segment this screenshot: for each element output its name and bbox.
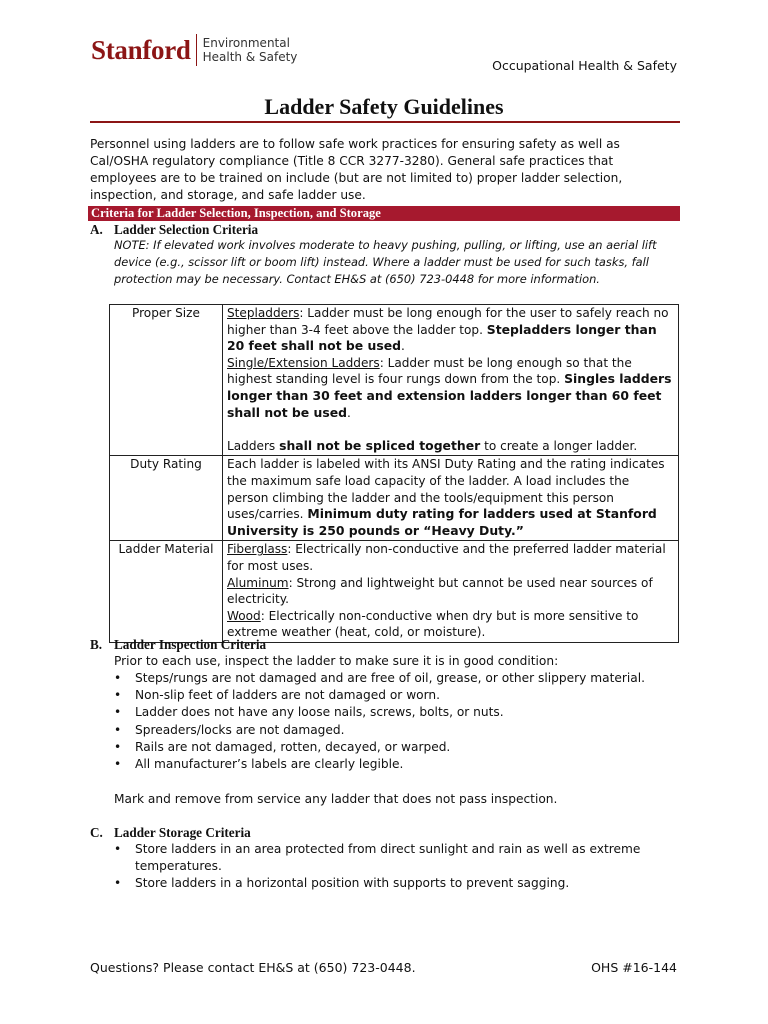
title-divider [90,121,680,123]
inspection-list [112,670,672,773]
section-b-title: Ladder Inspection Criteria [114,637,267,652]
intro-paragraph: Personnel using ladders are to follow safe work practices for ensuring safety as well as Cal/OSHA regulatory compliance (Title 8 CCR 3277-3280). General safe practices that employees are to be trained on include (but are not limited to) proper ladder selection, inspection, and storage, and safe ladder use. [90,137,623,202]
fiberglass-text: : Electrically non-conductive and the preferred ladder material for most uses. [227,542,666,573]
logo-subtitle-line2: Health & Safety [202,50,298,64]
row-content-material [223,541,679,643]
inspection-closing: Mark and remove from service any ladder that does not pass inspection. [114,792,558,806]
fiberglass-term: Fiberglass [227,542,288,557]
stanford-ehs-logo [91,30,297,70]
section-b-letter: B. [90,637,103,652]
single-extension-text: : Ladder must be long enough so that the highest standing level is four rungs down from the top. [227,355,632,387]
section-c-heading [90,825,251,841]
table-row-duty-rating [110,456,679,541]
logo-divider [196,34,197,66]
table-row-proper-size [110,305,679,456]
stepladders-text: : Ladder must be long enough for the user to safely reach no higher than 3-4 feet above the ladder top. [227,306,669,337]
logo-subtitle [203,36,298,64]
single-extension-rule: Singles ladders longer than 30 feet and extension ladders longer than 60 feet shall not be used [227,371,672,420]
list-item: • Store ladders in an area protected from direct sunlight and rain as well as extreme temperatures. [112,841,672,875]
selection-criteria-table [109,304,679,643]
single-extension-end: . [347,405,351,420]
inspection-intro: Prior to each use, inspect the ladder to make sure it is in good condition: [114,654,559,668]
footer-doc-number: OHS #16-144 [591,960,677,975]
row-label-material: Ladder Material [110,541,223,643]
section-c-letter: C. [90,825,103,840]
aluminum-text: : Strong and lightweight but cannot be used near sources of electricity. [227,575,653,607]
wood-term: Wood [227,608,261,623]
aluminum-term: Aluminum [227,575,289,590]
list-item: • Rails are not damaged, rotten, decayed, or warped. [112,739,672,756]
row-label-duty-rating: Duty Rating [110,456,223,541]
single-extension-term: Single/Extension Ladders [227,355,380,370]
storage-list [112,841,672,893]
selection-note: NOTE: If elevated work involves moderate to heavy pushing, pulling, or lifting, use an aerial lift device (e.g., scissor lift or boom lift) instead. Where a ladder must be used for such tasks, fall protection may be necessary. Contact EH&S at (650) 723-0448 for more information. [114,238,657,286]
row-content-proper-size [223,305,679,456]
table-row-material [110,541,679,643]
list-item: • Spreaders/locks are not damaged. [112,722,672,739]
logo-wordmark: Stanford [91,34,191,65]
section-c-title: Ladder Storage Criteria [114,825,251,840]
row-content-duty-rating [223,456,679,541]
section-a-title: Ladder Selection Criteria [114,222,259,237]
duty-rating-rule: Minimum duty rating for ladders used at Stanford University is 250 pounds or “Heavy Duty.” [227,506,657,538]
wood-text: : Electrically non-conductive when dry but is more sensitive to extreme weather (heat, cold, or moisture). [227,608,639,640]
list-item: • Ladder does not have any loose nails, screws, bolts, or nuts. [112,704,672,721]
stepladders-rule: Stepladders longer than 20 feet shall not be used [227,321,657,354]
list-item: • Store ladders in a horizontal position with supports to prevent sagging. [112,875,672,892]
list-item: • All manufacturer’s labels are clearly legible. [112,756,672,773]
section-a-letter: A. [90,222,103,237]
footer-contact: Questions? Please contact EH&S at (650) 723-0448. [90,960,416,975]
section-b-heading [90,637,266,653]
splice-rule: shall not be spliced together [279,437,481,453]
department-name: Occupational Health & Safety [492,58,677,73]
stepladders-end: . [400,339,405,354]
duty-rating-text: Each ladder is labeled with its ANSI Duty Rating and the rating indicates the maximum safe load capacity of the ladder. A load includes the person climbing the ladder and the tools/equipment this person uses/carries. [227,457,665,522]
list-item: • Steps/rungs are not damaged and are free of oil, grease, or other slippery material. [112,670,672,687]
list-item: • Non-slip feet of ladders are not damaged or worn. [112,687,672,704]
page-title: Ladder Safety Guidelines [264,94,504,119]
section-a-heading [90,222,258,238]
logo-subtitle-line1: Environmental [202,36,290,50]
stepladders-term: Stepladders [227,306,300,320]
row-label-proper-size: Proper Size [110,305,223,456]
section-bar: Criteria for Ladder Selection, Inspection, and Storage [88,206,680,221]
splice-pre: Ladders [227,438,280,453]
splice-post: to create a longer ladder. [480,438,638,453]
